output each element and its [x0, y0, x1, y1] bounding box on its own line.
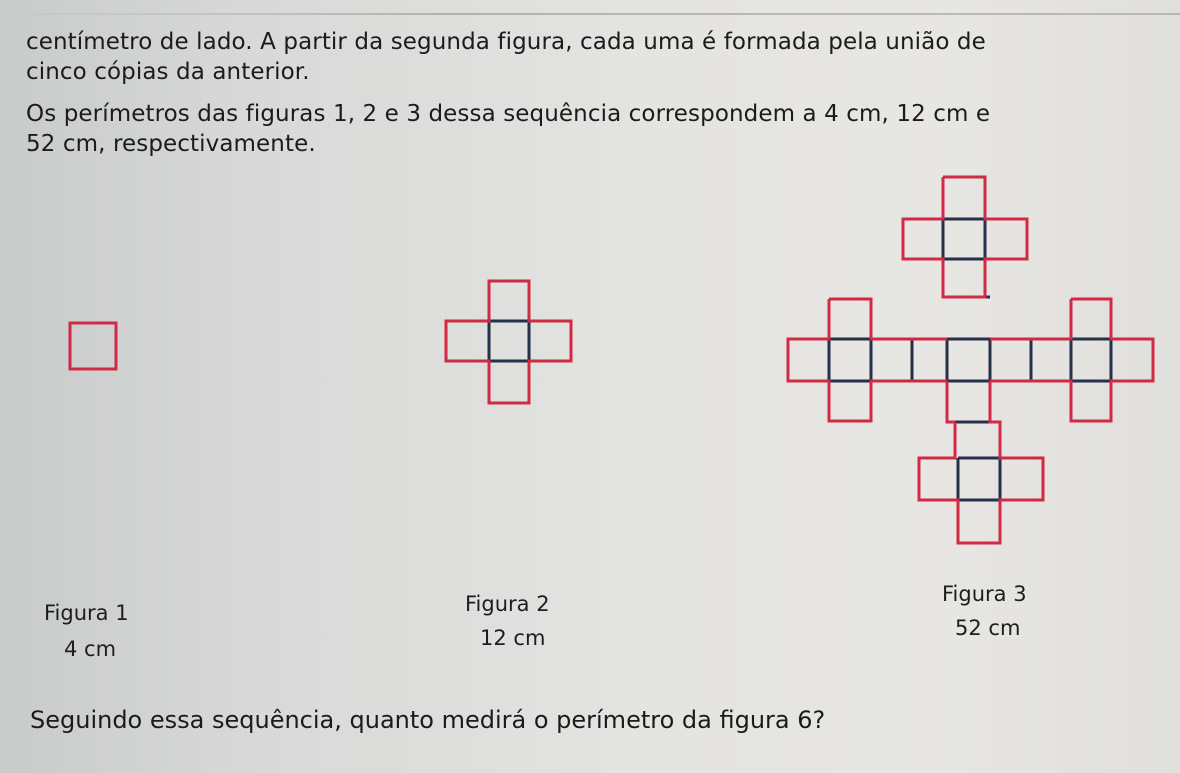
figure-3-top-cross-left: [903, 177, 947, 297]
question-text: Seguindo essa sequência, quanto medirá o perímetro da figura 6?: [30, 706, 826, 734]
figure-2-label: Figura 2: [465, 592, 550, 616]
figure-3-perimeter: 52 cm: [955, 616, 1021, 640]
figure-1-square: [70, 323, 116, 369]
figure-2-inner-lines: [489, 321, 529, 361]
problem-text-line-3: Os perímetros das figuras 1, 2 e 3 dessa sequência correspondem a 4 cm, 12 cm e: [26, 101, 991, 127]
figure-3-bottom-cross: [919, 422, 1043, 543]
figure-2-shape: [446, 281, 571, 403]
figure-3-label: Figura 3: [942, 582, 1027, 606]
figure-1-perimeter: 4 cm: [64, 637, 117, 661]
figure-3-inner-lines: [829, 219, 1111, 500]
figure-2-outline: [446, 281, 571, 403]
figure-1-label: Figura 1: [44, 601, 129, 625]
figure-3-right-cross: [1031, 299, 1153, 421]
figure-2-perimeter: 12 cm: [480, 626, 546, 650]
figure-3-shape: [788, 177, 1153, 543]
figure-1-shape: [70, 323, 116, 369]
problem-text-line-1: centímetro de lado. A partir da segunda figura, cada uma é formada pela união de: [26, 29, 986, 55]
problem-text-line-2: cinco cópias da anterior.: [26, 59, 310, 85]
figure-3-left-cross: [788, 299, 912, 421]
problem-text-line-4: 52 cm, respectivamente.: [26, 131, 316, 157]
